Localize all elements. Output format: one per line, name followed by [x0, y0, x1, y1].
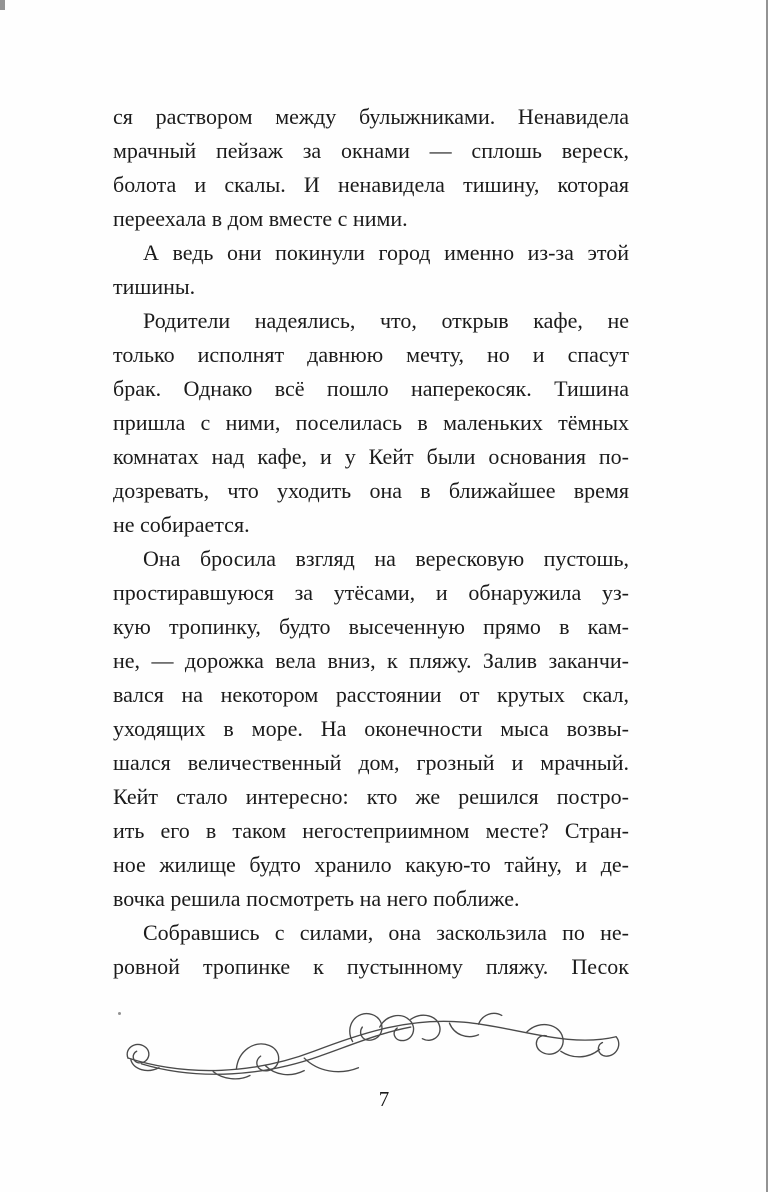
- text-line: ровной тропинке к пустынному пляжу. Песок: [113, 954, 629, 979]
- text-line: комнатах над кафе, и у Кейт были основания по-: [113, 444, 629, 469]
- text-line: брак. Однако всё пошло наперекосяк. Тишина: [113, 376, 629, 401]
- text-line: простиравшуюся за утёсами, и обнаружила уз-: [113, 580, 629, 605]
- text-line: А ведь они покинули город именно из-за этой: [143, 240, 629, 265]
- page-number: 7: [378, 1087, 390, 1111]
- scan-corner-mark: [0, 0, 5, 10]
- text-line: вочка решила посмотреть на него поближе.: [113, 886, 520, 911]
- text-line: уходящих в море. На оконечности мыса возвы-: [113, 716, 629, 741]
- paragraph: [113, 100, 629, 236]
- paragraph: [113, 916, 629, 984]
- text-line: переехала в дом вместе с ними.: [113, 206, 408, 231]
- text-line: ить его в таком негостеприимном месте? Стран-: [113, 818, 629, 843]
- paragraph: [113, 542, 629, 916]
- text-line: шался величественный дом, грозный и мрачный.: [113, 750, 629, 775]
- text-line: ное жилище будто хранило какую-то тайну, и де-: [113, 852, 629, 877]
- chapter-ornament: [114, 998, 630, 1090]
- text-line: только исполнят давнюю мечту, но и спасут: [113, 342, 629, 367]
- text-line: болота и скалы. И ненавидела тишину, которая: [113, 172, 629, 197]
- floral-flourish-icon: [114, 998, 630, 1090]
- text-line: Родители надеялись, что, открыв кафе, не: [143, 308, 629, 333]
- text-line: не собирается.: [113, 512, 250, 537]
- paragraph: [113, 236, 629, 304]
- text-line: дозревать, что уходить она в ближайшее время: [113, 478, 629, 503]
- text-line: Она бросила взгляд на вересковую пустошь,: [143, 546, 629, 571]
- page-text: [113, 100, 629, 984]
- text-line: вался на некотором расстоянии от крутых скал,: [113, 682, 629, 707]
- text-line: Кейт стало интересно: кто же решился постро-: [113, 784, 629, 809]
- text-line: ся раствором между булыжниками. Ненавидела: [113, 104, 629, 129]
- text-line: пришла с ними, поселилась в маленьких тёмных: [113, 410, 629, 435]
- text-line: кую тропинку, будто высеченную прямо в кам-: [113, 614, 629, 639]
- text-line: тишины.: [113, 274, 196, 299]
- text-line: мрачный пейзаж за окнами — сплошь вереск,: [113, 138, 629, 163]
- text-line: не, — дорожка вела вниз, к пляжу. Залив заканчи-: [113, 648, 629, 673]
- text-line: Собравшись с силами, она заскользила по не-: [143, 920, 629, 945]
- paragraph: [113, 304, 629, 542]
